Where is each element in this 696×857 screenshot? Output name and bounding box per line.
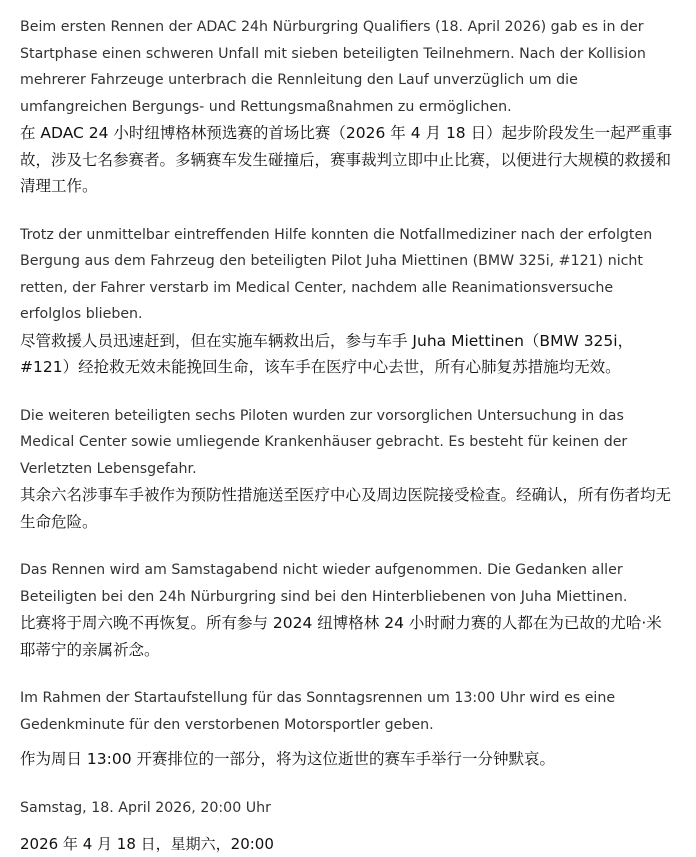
paragraph-4 bbox=[20, 557, 676, 663]
paragraph-1-german: Beim ersten Rennen der ADAC 24h Nürburgring Qualifiers (18. April 2026) gab es in der Startphase einen schweren Unfall mit sieben beteiligten Teilnehmern. Nach der Kollision mehrerer Fahrzeuge unterbrach die Rennleitung den Lauf unverzüglich um die umfangreichen Bergungs- und Rettungsmaßnahmen zu ermöglichen. bbox=[20, 19, 646, 115]
paragraph-1 bbox=[20, 14, 676, 200]
paragraph-3-german: Die weiteren beteiligten sechs Piloten wurden zur vorsorglichen Untersuchung in das Medical Center sowie umliegende Krankenhäuser gebracht. Es besteht für keinen der Verletzten Lebensgefahr. bbox=[20, 407, 628, 477]
paragraph-2-german: Trotz der unmittelbar eintreffenden Hilfe konnten die Notfallmediziner nach der erfolgten Bergung aus dem Fahrzeug den beteiligten Pilot Juha Miettinen (BMW 325i, #121) nicht retten, der Fahrer verstarb im Medical Center, nachdem alle Reanimationsversuche erfolglos blieben. bbox=[20, 226, 653, 322]
paragraph-2-chinese: 尽管救援人员迅速赶到，但在实施车辆救出后，参与车手 Juha Miettinen（BMW 325i，#121）经抢救无效未能挽回生命，该车手在医疗中心去世，所有心肺复苏措施均无效。 bbox=[20, 331, 634, 376]
paragraph-2 bbox=[20, 222, 676, 381]
paragraph-1-chinese: 在 ADAC 24 小时纽博格林预选赛的首场比赛（2026 年 4 月 18 日）起步阶段发生一起严重事故，涉及七名参赛者。多辆赛车发生碰撞后，赛事裁判立即中止比赛，以便进行大规模的救援和清理工作。 bbox=[20, 124, 673, 195]
paragraph-4-german: Das Rennen wird am Samstagabend nicht wieder aufgenommen. Die Gedanken aller Beteiligten bei den 24h Nürburgring sind bei den Hinterbliebenen von Juha Miettinen. bbox=[20, 562, 628, 605]
paragraph-3-chinese: 其余六名涉事车手被作为预防性措施送至医疗中心及周边医院接受检查。经确认，所有伤者均无生命危险。 bbox=[20, 486, 672, 531]
paragraph-4-chinese: 比赛将于周六晚不再恢复。所有参与 2024 纽博格林 24 小时耐力赛的人都在为已故的尤哈·米耶蒂宁的亲属祈念。 bbox=[20, 614, 662, 659]
dateline-chinese: 2026 年 4 月 18 日，星期六，20:00 bbox=[20, 834, 274, 853]
paragraph-5-german: Im Rahmen der Startaufstellung für das Sonntagsrennen um 13:00 Uhr wird es eine Gedenkminute für den verstorbenen Motorsportler geben. bbox=[20, 690, 616, 733]
dateline bbox=[20, 795, 676, 857]
dateline-german: Samstag, 18. April 2026, 20:00 Uhr bbox=[20, 799, 271, 816]
paragraph-3 bbox=[20, 403, 676, 536]
paragraph-5-chinese: 作为周日 13:00 开赛排位的一部分，将为这位逝世的赛车手举行一分钟默哀。 bbox=[20, 750, 556, 768]
paragraph-5 bbox=[20, 685, 676, 773]
